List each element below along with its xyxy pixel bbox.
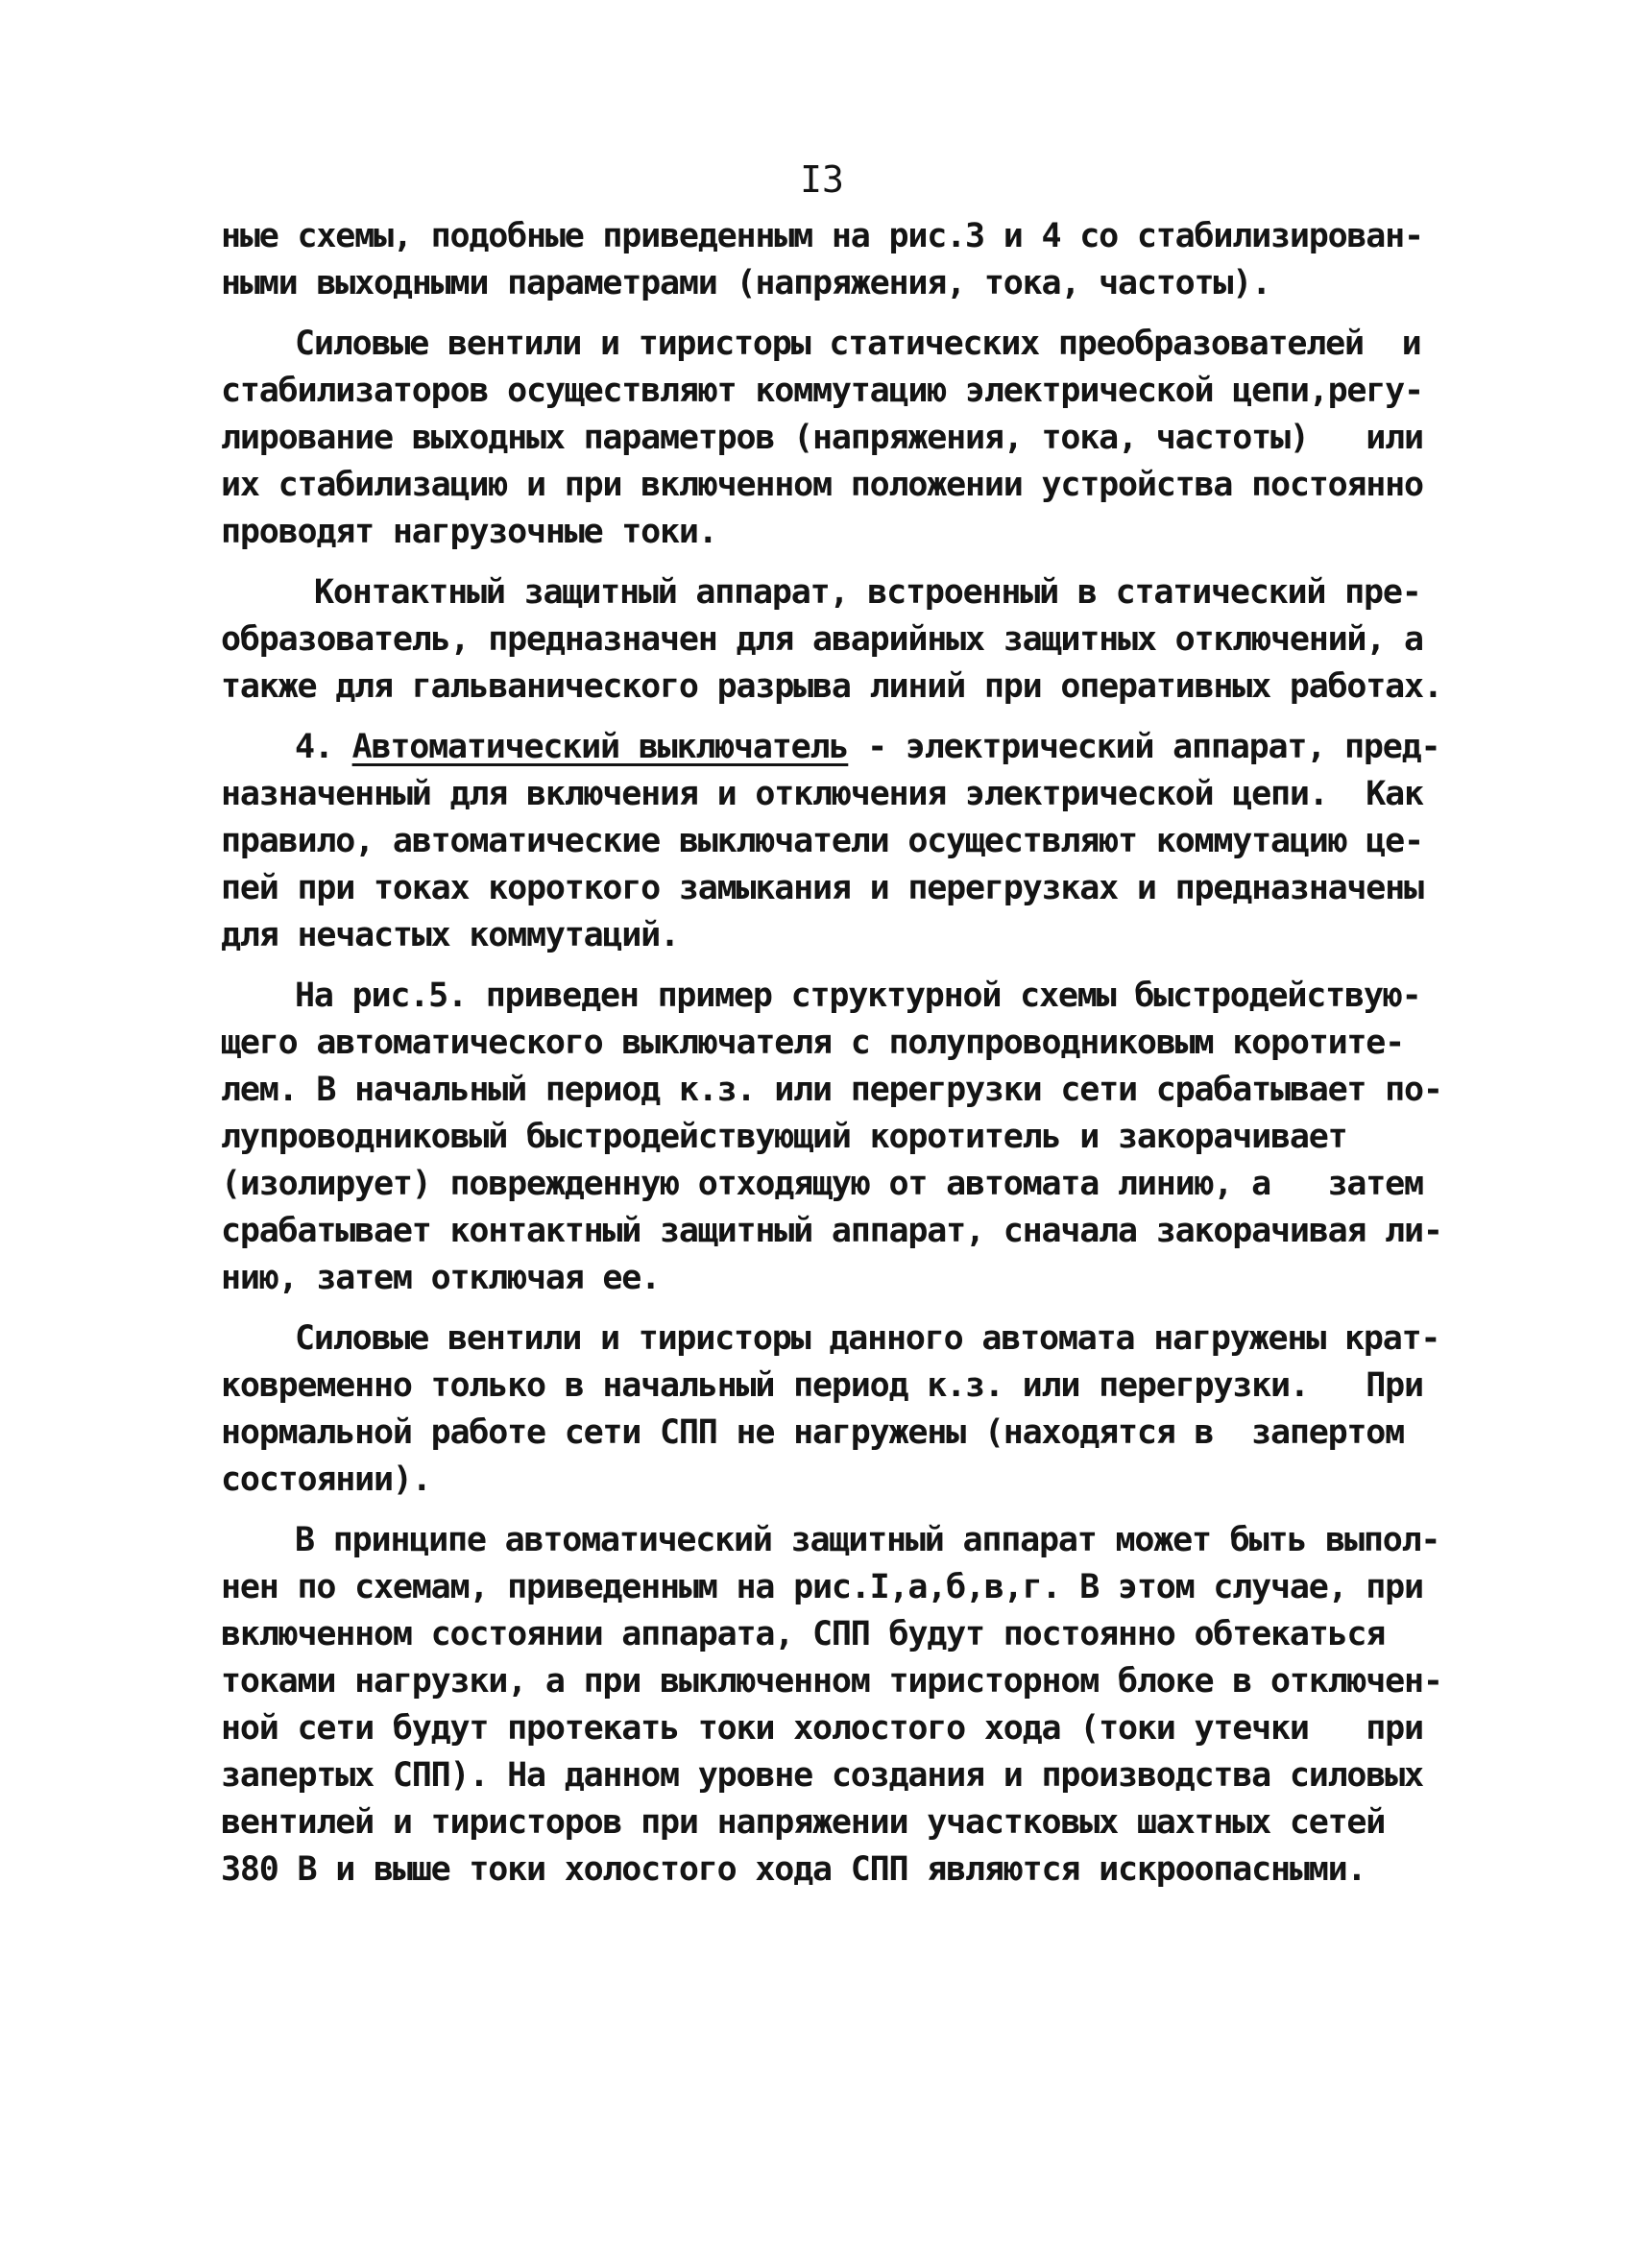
text-line: Силовые вентили и тиристоры данного автомата нагружены крат- — [295, 1319, 1440, 1358]
text-line: образователь, предназначен для аварийных защитных отключений, а — [221, 620, 1423, 659]
text-line: их стабилизацию и при включенном положении устройства постоянно — [221, 466, 1423, 504]
text-line: назначенный для включения и отключения электрической цепи. Как — [221, 775, 1423, 813]
text-line: ные схемы, подобные приведенным на рис.3 и 4 со стабилизирован- — [221, 217, 1423, 255]
paragraph-gap — [221, 1302, 1460, 1315]
line-text: - электрический аппарат, пред- — [848, 728, 1440, 766]
paragraph-gap — [221, 959, 1460, 973]
text-line: нормальной работе сети СПП не нагружены (находятся в запертом — [221, 1413, 1405, 1452]
text-line: Силовые вентили и тиристоры статических преобразователей и — [295, 325, 1421, 363]
text-line: В принципе автоматический защитный аппарат может быть выпол- — [295, 1521, 1440, 1559]
underlined-term: Автоматический выключатель — [351, 728, 849, 766]
text-line: щего автоматического выключателя с полупроводниковым коротите- — [221, 1024, 1405, 1062]
text-line: нен по схемам, приведенным на рис.I,а,б,в,г. В этом случае, при — [221, 1568, 1423, 1606]
text-line: состоянии). — [221, 1460, 431, 1499]
text-line — [221, 724, 1460, 771]
text-line: 380 В и выше токи холостого хода СПП являются искроопасными. — [221, 1850, 1366, 1889]
text-line: На рис.5. приведен пример структурной схемы быстродействую- — [295, 977, 1421, 1015]
text-line: нию, затем отключая ее. — [221, 1259, 661, 1297]
text-line: (изолирует) поврежденную отходящую от автомата линию, а затем — [221, 1165, 1423, 1203]
text-line: вентилей и тиристоров при напряжении участковых шахтных сетей — [221, 1803, 1386, 1842]
text-line: лем. В начальный период к.з. или перегрузки сети срабатывает по- — [221, 1071, 1442, 1109]
page-number: I3 — [800, 158, 844, 201]
text-line: Контактный защитный аппарат, встроенный в статический пре- — [314, 573, 1421, 612]
text-line: пей при токах короткого замыкания и перегрузках и предназначены — [221, 869, 1423, 907]
text-line: для нечастых коммутаций. — [221, 916, 679, 954]
text-line: запертых СПП). На данном уровне создания и производства силовых — [221, 1756, 1423, 1795]
text-line: срабатывает контактный защитный аппарат, сначала закорачивая ли- — [221, 1212, 1442, 1250]
document-body — [221, 213, 1460, 1894]
text-line: ковременно только в начальный период к.з. или перегрузки. При — [221, 1366, 1423, 1405]
text-line: также для гальванического разрыва линий при оперативных работах. — [221, 667, 1442, 706]
text-line: ной сети будут протекать токи холостого хода (токи утечки при — [221, 1709, 1423, 1748]
paragraph-gap — [221, 307, 1460, 321]
text-line: включенном состоянии аппарата, СПП будут постоянно обтекаться — [221, 1615, 1386, 1653]
text-line: ными выходными параметрами (напряжения, тока, частоты). — [221, 264, 1270, 302]
text-line: лирование выходных параметров (напряжения, тока, частоты) или — [221, 419, 1423, 457]
text-line: лупроводниковый быстродействующий коротитель и закорачивает — [221, 1118, 1347, 1156]
paragraph-gap — [221, 711, 1460, 724]
text-line: стабилизаторов осуществляют коммутацию электрической цепи,регу- — [221, 372, 1423, 410]
item-number: 4. — [295, 728, 352, 766]
text-line: правило, автоматические выключатели осуществляют коммутацию це- — [221, 822, 1423, 860]
paragraph-gap — [221, 556, 1460, 569]
text-line: токами нагрузки, а при выключенном тиристорном блоке в отключен- — [221, 1662, 1442, 1701]
text-line: проводят нагрузочные токи. — [221, 513, 717, 551]
paragraph-gap — [221, 1504, 1460, 1517]
